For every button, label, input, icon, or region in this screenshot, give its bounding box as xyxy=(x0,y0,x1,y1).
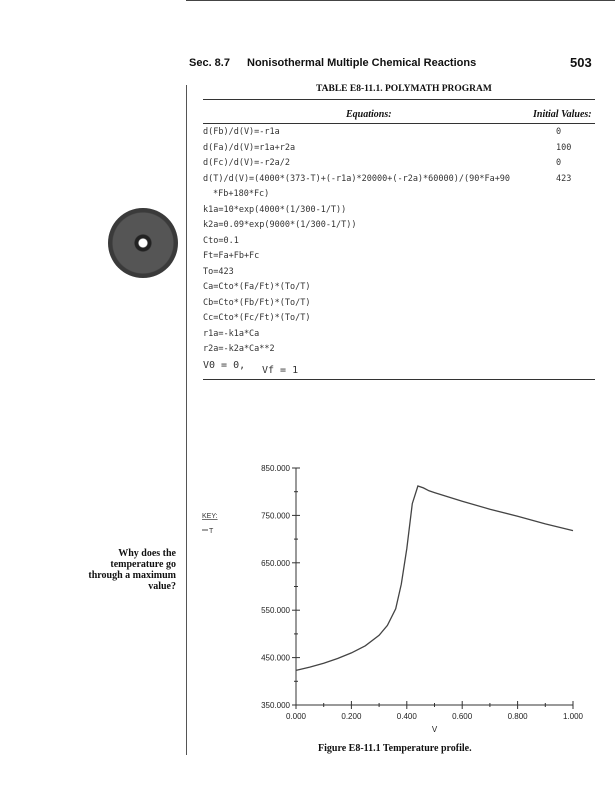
y-tick-label: 850.000 xyxy=(261,464,290,473)
table-rule-header xyxy=(203,123,595,124)
equation-text: k2a=0.09*exp(9000*(1/300-1/T)) xyxy=(203,220,357,230)
running-title: Nonisothermal Multiple Chemical Reactions xyxy=(247,57,477,69)
page-number: 503 xyxy=(570,55,592,70)
equation-text: Cto=0.1 xyxy=(203,235,239,246)
v0-bound: V0 = 0, xyxy=(203,360,246,371)
equation-text: d(Fa)/d(V)=r1a+r2a xyxy=(203,142,296,153)
equation-row xyxy=(203,251,598,267)
equation-text: d(Fc)/d(V)=-r2a/2 xyxy=(203,158,290,168)
section-label: Sec. 8.7 xyxy=(189,57,230,69)
equation-text: Cb=Cto*(Fb/Ft)*(To/T) xyxy=(203,297,311,308)
equation-row xyxy=(203,267,598,283)
y-tick-label: 450.000 xyxy=(261,653,290,663)
equation-text: *Fb+180*Fc) xyxy=(213,189,270,199)
initial-value: 100 xyxy=(556,142,572,153)
margin-note-line: value? xyxy=(148,581,176,592)
initial-value: 423 xyxy=(556,173,572,184)
initial-value: 0 xyxy=(556,127,562,137)
y-tick-label: 750.000 xyxy=(261,511,290,521)
equation-row xyxy=(203,205,598,221)
temperature-profile-chart xyxy=(190,440,610,740)
y-tick-label: 550.000 xyxy=(261,606,290,616)
table-caption: TABLE E8-11.1. POLYMATH PROGRAM xyxy=(316,84,492,94)
equation-row xyxy=(203,143,598,159)
equation-text: Cc=Cto*(Fc/Ft)*(To/T) xyxy=(203,313,311,323)
equation-text: d(T)/d(V)=(4000*(373-T)+(-r1a)*20000+(-r2a)*60000)/(90*Fa+90 xyxy=(203,173,511,184)
equation-row xyxy=(203,158,598,174)
equation-row xyxy=(203,344,598,360)
x-tick-label: 0.800 xyxy=(507,712,528,721)
initial-value: 0 xyxy=(556,158,562,168)
x-tick-label: 0.600 xyxy=(452,712,473,721)
legend-title: KEY: xyxy=(202,513,218,520)
y-tick-label: 350.000 xyxy=(261,701,290,710)
margin-note-line: temperature go xyxy=(110,559,176,570)
figure-caption: Figure E8-11.1 Temperature profile. xyxy=(318,743,472,754)
x-tick-label: 0.000 xyxy=(285,712,307,721)
equation-text: r1a=-k1a*Ca xyxy=(203,328,260,339)
equation-row xyxy=(203,313,598,329)
x-tick-label: 0.200 xyxy=(341,712,362,721)
x-axis-label: V xyxy=(431,725,438,734)
equation-row xyxy=(203,220,598,236)
equation-text: d(Fb)/d(V)=-r1a xyxy=(203,127,280,137)
x-tick-label: 1.000 xyxy=(562,712,584,721)
equation-row xyxy=(203,298,598,314)
margin-note-line: through a maximum xyxy=(88,570,176,581)
vf-bound: Vf = 1 xyxy=(262,365,299,376)
equation-row xyxy=(203,189,598,205)
column-header-equations: Equations: xyxy=(346,109,392,120)
equation-row xyxy=(203,236,598,252)
equation-text: r2a=-k2a*Ca**2 xyxy=(203,344,275,354)
y-tick-label: 650.000 xyxy=(261,558,290,568)
cd-rom-icon xyxy=(108,208,178,278)
equation-row xyxy=(203,174,598,190)
equation-text: Ca=Cto*(Fa/Ft)*(To/T) xyxy=(203,282,311,292)
equation-row xyxy=(203,282,598,298)
equation-text: k1a=10*exp(4000*(1/300-1/T)) xyxy=(203,204,347,215)
equation-text: To=423 xyxy=(203,266,234,277)
series-line-T xyxy=(296,486,573,670)
equation-row xyxy=(203,329,598,345)
x-tick-label: 0.400 xyxy=(396,712,417,721)
legend-entry: T xyxy=(209,528,214,535)
margin-rule xyxy=(186,85,187,755)
equation-text: Ft=Fa+Fb+Fc xyxy=(203,251,260,261)
equation-row xyxy=(203,127,598,143)
header-rule-top xyxy=(186,0,615,1)
margin-note xyxy=(40,548,176,592)
table-rule-bottom xyxy=(203,379,595,380)
column-header-initial-values: Initial Values: xyxy=(533,109,592,120)
table-rule-top xyxy=(203,99,595,100)
margin-note-line: Why does the xyxy=(118,548,176,559)
